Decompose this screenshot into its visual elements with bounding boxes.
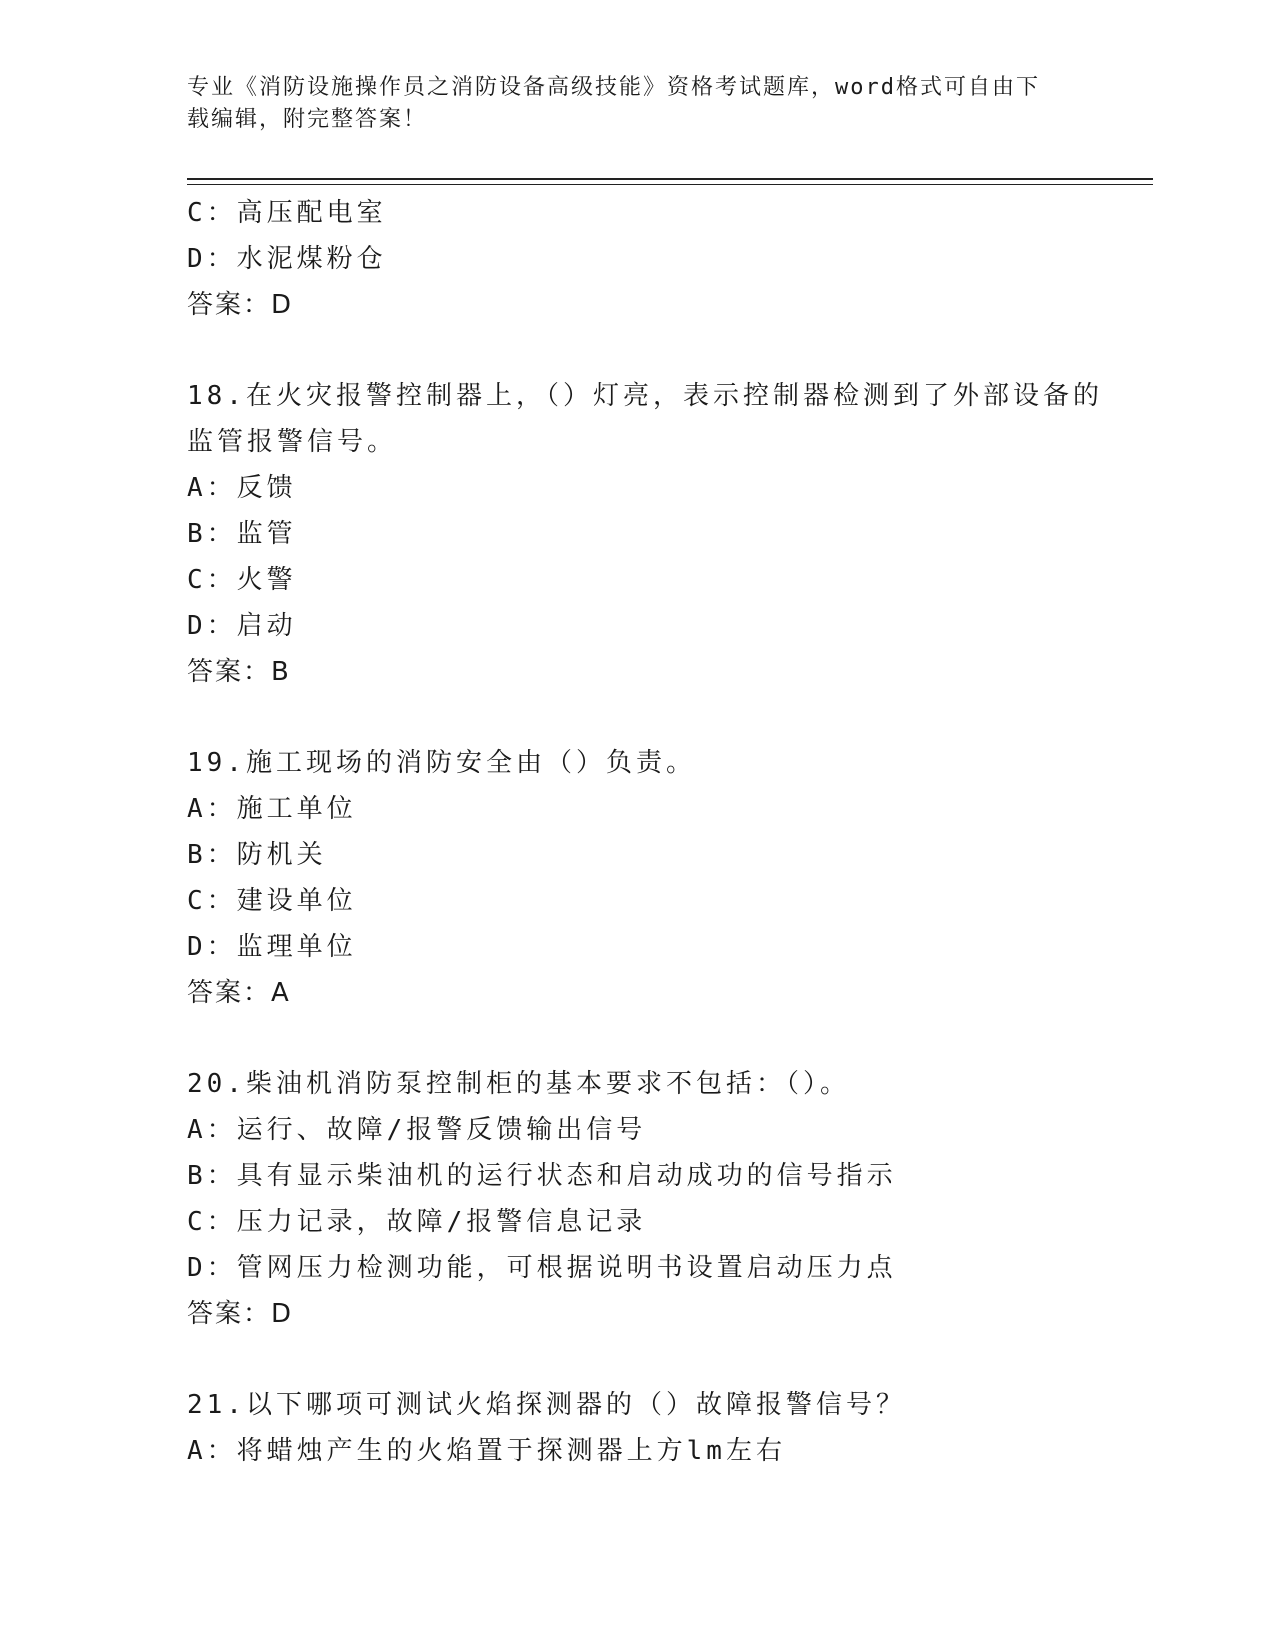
question-stem: 20.柴油机消防泵控制柜的基本要求不包括：（）。 [187,1069,850,1099]
option-a: A：将蜡烛产生的火焰置于探测器上方lm左右 [187,1436,786,1466]
option-d: D：启动 [187,611,297,641]
header-rule-thin [187,184,1153,185]
option-c: C：火警 [187,565,297,595]
question-list [187,190,1147,1474]
question-17-tail [187,190,1147,328]
question-stem-continued: 监管报警信号。 [187,427,398,457]
option-a: A：施工单位 [187,794,357,824]
option-b: B：监管 [187,519,297,549]
option-a: A：反馈 [187,473,297,503]
question-stem: 18.在火灾报警控制器上，（）灯亮，表示控制器检测到了外部设备的 [187,381,1103,411]
answer-line: 答案：A [187,978,291,1008]
document-header [187,72,1087,136]
question-20 [187,1061,1147,1337]
header-line-2: 载编辑，附完整答案！ [187,107,428,132]
answer-line: 答案：D [187,1299,294,1329]
option-d: D：水泥煤粉仓 [187,244,387,274]
option-c: C：压力记录，故障/报警信息记录 [187,1207,647,1237]
option-d: D：监理单位 [187,932,357,962]
question-19 [187,740,1147,1016]
header-rule-thick [187,178,1153,180]
option-a: A：运行、故障/报警反馈输出信号 [187,1115,647,1145]
question-18 [187,373,1147,695]
option-c: C：高压配电室 [187,198,387,228]
option-c: C：建设单位 [187,886,357,916]
header-line-1: 专业《消防设施操作员之消防设备高级技能》资格考试题库，word格式可自由下 [187,75,1040,100]
question-stem: 21.以下哪项可测试火焰探测器的（）故障报警信号？ [187,1390,906,1420]
question-21 [187,1382,1147,1474]
answer-line: 答案：B [187,657,291,687]
option-b: B：防机关 [187,840,327,870]
question-stem: 19.施工现场的消防安全由（）负责。 [187,748,696,778]
option-b: B：具有显示柴油机的运行状态和启动成功的信号指示 [187,1161,897,1191]
answer-line: 答案：D [187,290,294,320]
option-d: D：管网压力检测功能，可根据说明书设置启动压力点 [187,1253,897,1283]
